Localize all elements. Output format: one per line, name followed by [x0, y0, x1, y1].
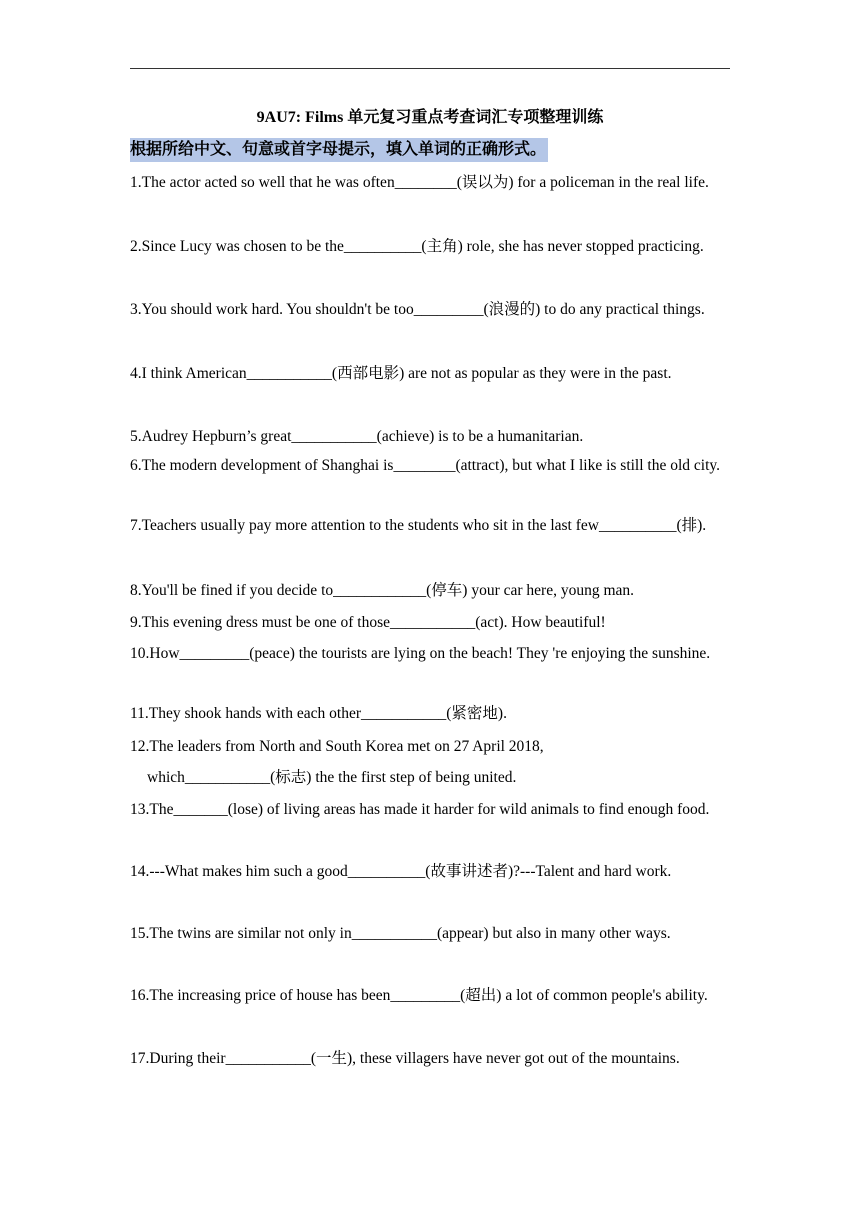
- question-8: 8.You'll be fined if you decide to____________(停车) your car here, young man.: [130, 582, 635, 599]
- question-2: 2.Since Lucy was chosen to be the__________(主角) role, she has never stopped practicing.: [130, 238, 704, 255]
- question-17: 17.During their___________(一生), these villagers have never got out of the mountains.: [130, 1050, 680, 1067]
- question-1: 1.The actor acted so well that he was often________(误以为) for a policeman in the real life.: [130, 174, 709, 191]
- question-5: 5.Audrey Hepburn’s great___________(achieve) is to be a humanitarian.: [130, 428, 584, 445]
- instruction: 根据所给中文、句意或首字母提示，填入单词的正确形式。: [130, 138, 548, 162]
- question-16: 16.The increasing price of house has been_________(超出) a lot of common people's ability.: [130, 987, 708, 1004]
- question-12-line1: 12.The leaders from North and South Korea met on 27 April 2018,: [130, 738, 544, 755]
- question-15: 15.The twins are similar not only in___________(appear) but also in many other ways.: [130, 925, 671, 942]
- question-11: 11.They shook hands with each other___________(紧密地).: [130, 705, 507, 722]
- question-7: 7.Teachers usually pay more attention to the students who sit in the last few__________(排).: [130, 517, 707, 534]
- question-12: [130, 731, 730, 793]
- page-title: 9AU7: Films 单元复习重点考查词汇专项整理训练: [256, 109, 604, 126]
- question-12-line2: which___________(标志) the the first step of being united.: [147, 769, 517, 786]
- question-4: 4.I think American___________(西部电影) are not as popular as they were in the past.: [130, 365, 672, 382]
- header-rule: [130, 68, 730, 69]
- question-9: 9.This evening dress must be one of those___________(act). How beautiful!: [130, 614, 606, 631]
- question-13: 13.The_______(lose) of living areas has made it harder for wild animals to find enough food.: [130, 801, 710, 818]
- question-6: 6.The modern development of Shanghai is________(attract), but what I like is still the old city.: [130, 457, 721, 474]
- question-14: 14.---What makes him such a good__________(故事讲述者)?---Talent and hard work.: [130, 863, 672, 880]
- question-3: 3.You should work hard. You shouldn't be too_________(浪漫的) to do any practical things.: [130, 301, 705, 318]
- question-10: 10.How_________(peace) the tourists are lying on the beach! They 're enjoying the sunshine.: [130, 645, 711, 662]
